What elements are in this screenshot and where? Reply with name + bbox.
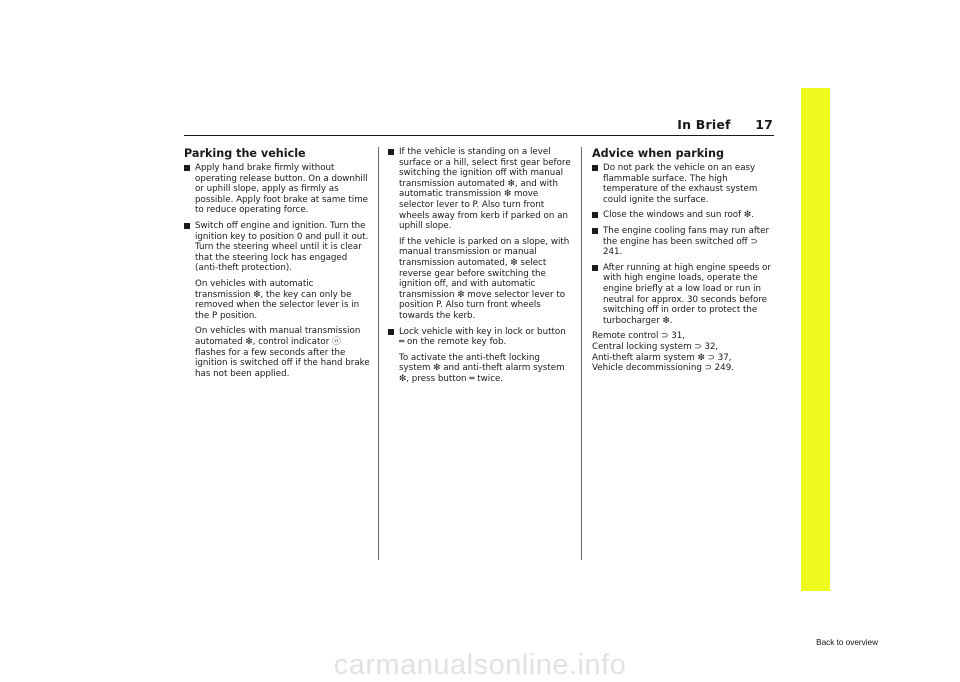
column-2	[388, 147, 572, 389]
reference-link[interactable]: Anti-theft alarm system ❇ ⊃ 37,	[592, 352, 732, 363]
bullet-item: Do not park the vehicle on an easy flammable surface. The high temperature of the exhaust system could ignite the surface.	[592, 163, 778, 205]
column-divider	[581, 147, 582, 560]
bullet-item: Lock vehicle with key in lock or button ═ on the remote key fob.	[388, 327, 572, 348]
heading-advice-when-parking: Advice when parking	[592, 147, 724, 160]
reference-link[interactable]: Remote control ⊃ 31,	[592, 331, 686, 342]
bullet-item: Switch off engine and ignition. Turn the ignition key to position 0 and pull it out. Turn the steering wheel until it is clear that the steering lock has engaged (anti-theft protection).	[184, 221, 370, 274]
sub-paragraph: To activate the anti-theft locking system ❇ and anti-theft alarm system ❇, press button ═ twice.	[399, 352, 565, 384]
heading-parking-the-vehicle: Parking the vehicle	[184, 147, 306, 160]
watermark: carmanualsonline.info	[333, 649, 627, 681]
column-divider	[378, 147, 379, 560]
bullet-item: If the vehicle is standing on a level surface or a hill, select first gear before switching the ignition off with manual transmission automated ❇, and with automatic transmission ❇ move selector lever to P. Also turn front wheels away from kerb if parked on an uphill slope.	[388, 147, 572, 232]
column-1	[184, 147, 370, 384]
bullet-item: Close the windows and sun roof ❇.	[592, 210, 778, 221]
reference-link[interactable]: Vehicle decommissioning ⊃ 249.	[592, 363, 734, 374]
bullet-item: The engine cooling fans may run after the engine has been switched off ⊃ 241.	[592, 226, 778, 258]
section-title: In Brief	[677, 117, 731, 132]
cross-references	[592, 331, 778, 373]
chapter-tab	[801, 88, 830, 591]
back-to-overview-link[interactable]: Back to overview	[816, 638, 878, 647]
sub-paragraph: If the vehicle is parked on a slope, with manual transmission or manual transmission automated, ❇ select reverse gear before switching the ignition off, and with automatic transmission ❇ move selector lever to position P. Also turn front wheels towards the kerb.	[399, 236, 570, 321]
sub-paragraph: On vehicles with automatic transmission ❇, the key can only be removed when the selector lever is in the P position.	[195, 278, 360, 321]
page-number: 17	[755, 117, 773, 132]
bullet-item: Apply hand brake firmly without operating release button. On a downhill or uphill slope, apply as firmly as possible. Apply foot brake at same time to reduce operating force.	[184, 163, 370, 216]
sub-paragraph: On vehicles with manual transmission automated ❇, control indicator ⓞ flashes for a few seconds after the ignition is switched off if the hand brake has not been applied.	[195, 326, 370, 379]
bullet-item: After running at high engine speeds or with high engine loads, operate the engine briefly at a low load or run in neutral for approx. 30 seconds before switching off in order to protect the turbocharger ❇.	[592, 263, 778, 327]
header-rule	[184, 135, 774, 136]
reference-link[interactable]: Central locking system ⊃ 32,	[592, 341, 719, 352]
page-header	[677, 117, 773, 132]
column-3	[592, 147, 778, 374]
